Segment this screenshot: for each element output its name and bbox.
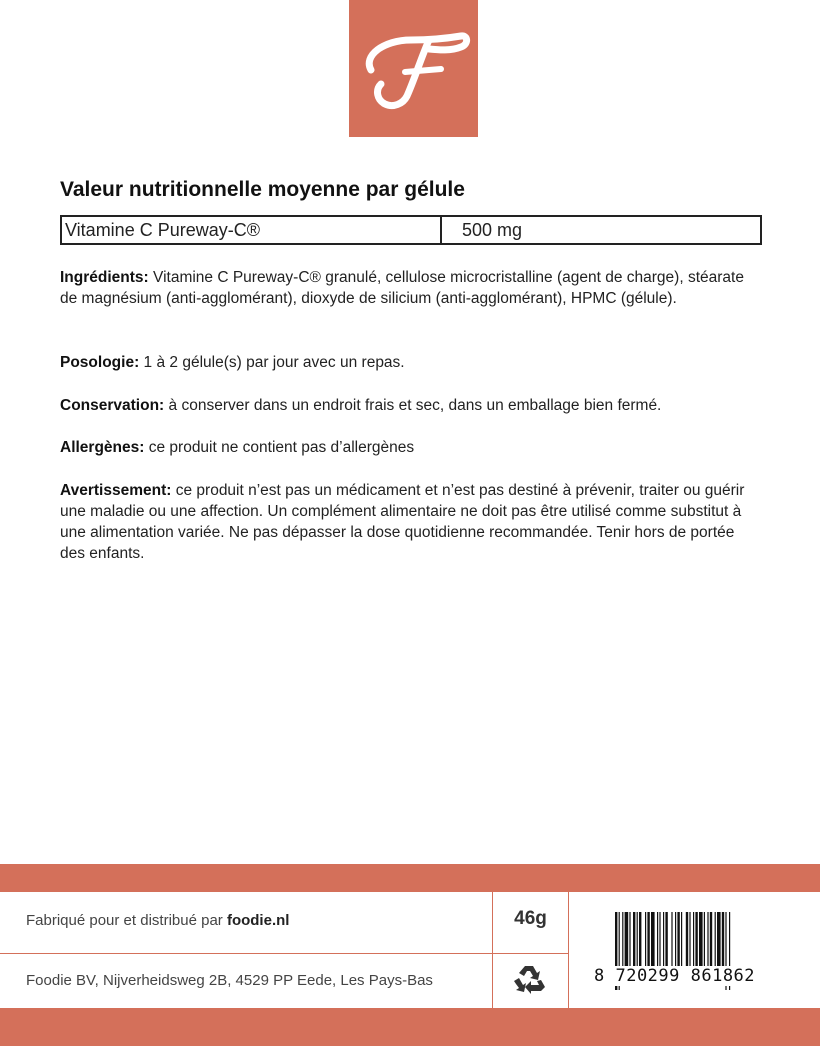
- avertissement-section: [60, 480, 760, 564]
- barcode-number: [593, 966, 778, 986]
- avertissement-label: Avertissement:: [60, 482, 172, 499]
- conservation-section: [60, 395, 760, 416]
- allergenes-label: Allergènes:: [60, 439, 145, 456]
- posologie-text: 1 à 2 gélule(s) par jour avec un repas.: [143, 354, 405, 371]
- recycle-icon: [511, 963, 547, 997]
- distribution-brand: foodie.nl: [226, 912, 290, 929]
- ingredients-label: Ingrédients:: [60, 269, 149, 286]
- conservation-text: à conserver dans un endroit frais et sec, dans un emballage bien fermé.: [168, 397, 662, 414]
- nutrition-table: [60, 215, 762, 245]
- foodie-f-logo-icon: [349, 0, 478, 137]
- allergenes-section: [60, 437, 760, 458]
- avertissement-text: ce produit n’est pas un médicament et n’est pas destiné à prévenir, traiter ou guérir une maladie ou une affection. Un complément alimentaire ne doit pas être utilisé comme substitut à une alimentation variée. Ne pas dépasser la dose quotidienne recommandée. Tenir hors de portée des enfants.: [60, 482, 745, 562]
- footer-divider-horizontal: [0, 953, 569, 954]
- distribution-prefix: Fabriqué pour et distribué par: [26, 912, 223, 929]
- allergenes-text: ce produit ne contient pas d’allergènes: [148, 439, 415, 456]
- barcode-number-text: 8 720299 861862: [594, 966, 756, 986]
- distribution-text: [26, 912, 289, 929]
- footer-divider-vertical: [568, 892, 569, 1008]
- posologie-label: Posologie:: [60, 354, 140, 371]
- ingredients-section: [60, 267, 760, 309]
- nutrition-row-value: 500 mg: [462, 220, 523, 240]
- nutrition-title: Valeur nutritionnelle moyenne par gélule: [60, 178, 465, 201]
- conservation-label: Conservation:: [60, 397, 165, 414]
- nutrition-row-name: Vitamine C Pureway-C®: [62, 217, 442, 243]
- company-address: Foodie BV, Nijverheidsweg 2B, 4529 PP Eede, Les Pays-Bas: [26, 972, 433, 989]
- ingredients-text: Vitamine C Pureway-C® granulé, cellulose microcristalline (agent de charge), stéarate de magnésium (anti-agglomérant), dioxyde de silicium (anti-agglomérant), HPMC (gélule).: [60, 269, 744, 307]
- posologie-section: [60, 352, 760, 373]
- brand-logo: [349, 0, 478, 137]
- footer-band-bottom: [0, 1008, 820, 1046]
- footer-band-top: [0, 864, 820, 892]
- net-weight: 46g: [514, 908, 547, 929]
